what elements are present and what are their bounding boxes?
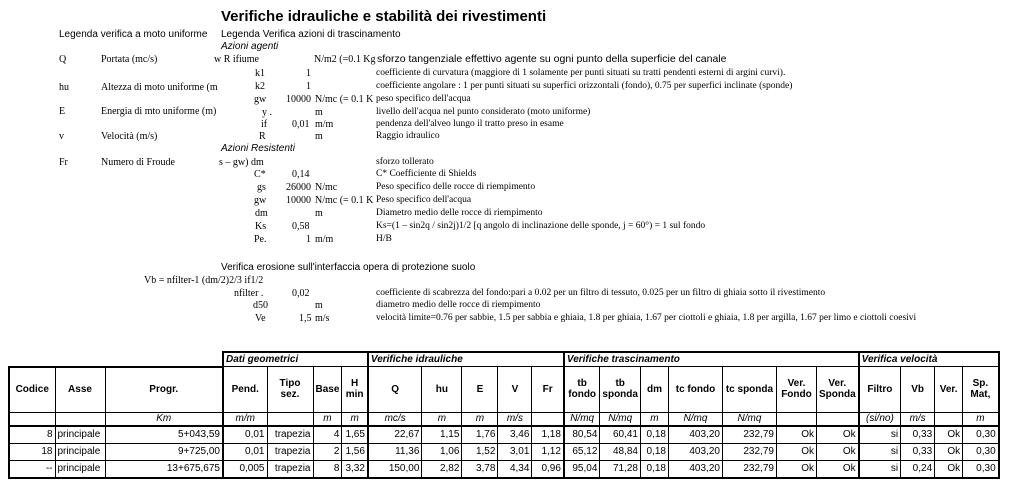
erosion-desc: velocità limite=0.76 per sabbie, 1.5 per sabbia e ghiaia, 1.8 per ghiaia, 1.67 per ciottoli e ghiaia, 1.8 per argilla, 1.67 per limo e ciottoli coesivi (376, 313, 917, 323)
resistenti-unit: N/mc (= 0.1 K (315, 195, 374, 206)
resistenti-sym: Pe. (254, 234, 267, 245)
cell-sp-mat: 0,30 (963, 426, 999, 444)
resistenti-desc: sforzo tollerato (376, 157, 434, 167)
resistenti-desc: C* Coefficiente di Shields (376, 169, 477, 179)
cell-codice: 8 (9, 426, 55, 444)
unit-cell: N/mq (600, 412, 641, 426)
group-verifiche-idrauliche: Verifiche idrauliche (368, 352, 564, 367)
header-cell: V (498, 367, 532, 413)
cell-tb-sponda: 71,28 (600, 460, 641, 478)
erosion-heading: Verifica erosione sull'interfaccia opera di protezione suolo (221, 262, 476, 273)
cell-ver: Ok (935, 426, 963, 444)
erosion-desc: coefficiente di scabrezza del fondo:pari a 0.02 per un filtro di tessuto, 0.025 per un filtro di ghiaia sotto il rivestimento (376, 288, 826, 298)
table-group-row (9, 352, 999, 367)
header-cell: Filtro (859, 367, 901, 413)
header-cell: Q (368, 367, 422, 413)
cell-filtro: si (859, 443, 901, 460)
cell-codice: -- (9, 460, 55, 478)
cell-ver: Ok (935, 443, 963, 460)
cell-fr: 1,18 (532, 426, 564, 444)
cell-asse: principale (55, 460, 105, 478)
header-cell: Asse (55, 367, 105, 413)
unit-cell: Km (105, 412, 223, 426)
agenti-sym: R (259, 131, 266, 142)
cell-filtro: si (859, 460, 901, 478)
cell-e: 3,78 (462, 460, 498, 478)
cell-tb-fondo: 65,12 (564, 443, 600, 460)
cell-tipo-sez: trapezia (267, 426, 313, 444)
erosion-val: 1,5 (299, 313, 312, 324)
cell-q: 150,00 (368, 460, 422, 478)
header-cell: Ver. (935, 367, 963, 413)
cell-tipo-sez: trapezia (267, 460, 313, 478)
resistenti-sym: gw (254, 195, 267, 206)
cell-tb-fondo: 80,54 (564, 426, 600, 444)
cell-hu: 1,15 (422, 426, 462, 444)
resistenti-val: 0,14 (292, 169, 310, 180)
resistenti-unit: m/m (315, 234, 334, 245)
agenti-unit: N/mc (= 0.1 K (315, 94, 374, 105)
unit-cell: m/s (901, 412, 935, 426)
cell-tb-fondo: 95,04 (564, 460, 600, 478)
unit-cell: m (462, 412, 498, 426)
page-title: Verifiche idrauliche e stabilità dei rivestimenti (221, 8, 547, 25)
unit-cell: (si/no) (859, 412, 901, 426)
resistenti-desc: H/B (376, 234, 392, 244)
agenti-sym: y . (262, 107, 272, 118)
agenti-sym: if (261, 119, 268, 130)
erosion-desc: diametro medio delle rocce di riempimento (376, 300, 541, 310)
resistenti-sym: s – gw) dm (219, 157, 264, 168)
resistenti-unit: m (315, 208, 323, 219)
resistenti-sym: gs (257, 182, 266, 193)
header-cell: tc fondo (668, 367, 722, 413)
unit-cell: mc/s (368, 412, 422, 426)
resistenti-unit: N/mc (315, 182, 338, 193)
legend-left-desc: Velocità (m/s) (101, 131, 158, 142)
legend-left-desc: Numero di Froude (101, 157, 175, 168)
header-cell: H min (342, 367, 368, 413)
erosion-val: 0,02 (292, 288, 310, 299)
cell-tb-sponda: 48,84 (600, 443, 641, 460)
header-cell: Vb (901, 367, 935, 413)
header-cell: dm (640, 367, 668, 413)
cell-tc-sponda: 232,79 (722, 426, 776, 444)
resistenti-val: 26000 (286, 182, 311, 193)
unit-cell: N/mq (668, 412, 722, 426)
cell-q: 22,67 (368, 426, 422, 444)
agenti-unit: m (315, 131, 323, 142)
cell-sp-mat: 0,30 (963, 460, 999, 478)
legend-left-sym: hu (59, 82, 69, 93)
resistenti-val: 10000 (286, 195, 311, 206)
header-cell: Pend. (223, 367, 267, 413)
cell-fr: 0,96 (532, 460, 564, 478)
erosion-unit: m (315, 300, 323, 311)
agenti-unit: N/m2 (=0.1 Kg (314, 54, 376, 65)
legend-right-heading: Legenda Verifica azioni di trascinamento (221, 29, 401, 40)
legend-left-sym: Fr (59, 157, 68, 168)
table-row (9, 426, 999, 444)
erosion-formula: Vb = nfilter-1 (dm/2)2/3 if1/2 (144, 275, 264, 286)
azioni-agenti-label: Azioni agenti (221, 41, 279, 52)
header-cell: Progr. (105, 367, 223, 413)
legend-left-desc: Altezza di moto uniforme (m (101, 82, 218, 93)
cell-dm: 0,18 (640, 460, 668, 478)
cell-ver: Ok (935, 460, 963, 478)
cell-pend: 0,01 (223, 443, 267, 460)
unit-cell: N/mq (722, 412, 776, 426)
agenti-desc: livello dell'acqua nel punto considerato (moto uniforme) (376, 107, 591, 117)
legend-left-sym: v (59, 131, 64, 142)
cell-h-min: 1,65 (342, 426, 368, 444)
legend-left-sym: Q (59, 54, 67, 65)
verification-table (8, 351, 1000, 479)
header-cell: tb sponda (600, 367, 641, 413)
header-cell: Sp. Mat, (963, 367, 999, 413)
erosion-sym: nfilter . (234, 288, 264, 299)
agenti-sym: k2 (255, 81, 265, 92)
table-header-row (9, 367, 999, 413)
agenti-desc: sforzo tangenziale effettivo agente su ogni punto della superficie del canale (377, 53, 727, 65)
resistenti-sym: Ks (255, 221, 267, 232)
resistenti-val: 1 (306, 234, 311, 245)
agenti-sym: gw (254, 94, 267, 105)
cell-ver-fondo: Ok (776, 443, 816, 460)
cell-vb: 0,33 (901, 426, 935, 444)
cell-base: 8 (313, 460, 342, 478)
group-verifiche-trascinamento: Verifiche trascinamento (564, 352, 859, 367)
erosion-sym: Ve (255, 313, 266, 324)
table-row (9, 460, 999, 478)
cell-tc-fondo: 403,20 (668, 443, 722, 460)
agenti-sym: w R ifiume (214, 54, 259, 65)
agenti-desc: coefficiente angolare : 1 per punti situati su superfici orizzontali (fondo), 0.75 per superfici inclinate (sponde) (376, 81, 793, 91)
header-cell: tc sponda (722, 367, 776, 413)
cell-e: 1,52 (462, 443, 498, 460)
group-verifica-velocita: Verifica velocità (859, 352, 999, 367)
unit-cell: m/s (498, 412, 532, 426)
cell-codice: 18 (9, 443, 55, 460)
cell-ver-sponda: Ok (816, 443, 858, 460)
header-cell: Tipo sez. (267, 367, 313, 413)
cell-dm: 0,18 (640, 426, 668, 444)
cell-v: 3,01 (498, 443, 532, 460)
cell-q: 11,36 (368, 443, 422, 460)
unit-cell: m (342, 412, 368, 426)
cell-vb: 0,33 (901, 443, 935, 460)
table-row (9, 443, 999, 460)
header-cell: Ver. Sponda (816, 367, 858, 413)
unit-cell (267, 412, 313, 426)
cell-hu: 1,06 (422, 443, 462, 460)
resistenti-desc: Diametro medio delle rocce di riempimento (376, 208, 543, 218)
unit-cell (532, 412, 564, 426)
legend-left-desc: Energia di mto uniforme (m) (101, 106, 217, 117)
unit-cell (935, 412, 963, 426)
legend-left-heading: Legenda verifica a moto uniforme (59, 29, 208, 40)
agenti-unit: m (315, 107, 323, 118)
agenti-desc: Raggio idraulico (376, 131, 440, 141)
agenti-val: 0,01 (292, 119, 310, 130)
cell-asse: principale (55, 443, 105, 460)
cell-ver-fondo: Ok (776, 460, 816, 478)
header-cell: Codice (9, 367, 55, 413)
azioni-resistenti-label: Azioni Resistenti (221, 143, 295, 154)
unit-cell: m (422, 412, 462, 426)
unit-cell: m/m (223, 412, 267, 426)
table-units-row (9, 412, 999, 426)
resistenti-desc: Ks=(1 – sin2q / sin2j)1/2 [q angolo di inclinazione delle sponde, j = 60°) = 1 sul fondo (376, 221, 706, 231)
cell-fr: 1,12 (532, 443, 564, 460)
legend-left-sym: E (59, 106, 66, 117)
cell-v: 3,46 (498, 426, 532, 444)
unit-cell: m (640, 412, 668, 426)
agenti-val: 10000 (286, 94, 311, 105)
resistenti-sym: C* (254, 169, 266, 180)
unit-cell: m (963, 412, 999, 426)
cell-h-min: 3,32 (342, 460, 368, 478)
cell-ver-fondo: Ok (776, 426, 816, 444)
agenti-sym: k1 (255, 68, 265, 79)
cell-filtro: si (859, 426, 901, 444)
unit-cell (9, 412, 55, 426)
legend-left-desc: Portata (mc/s) (101, 54, 158, 65)
cell-progr: 5+043,59 (105, 426, 223, 444)
cell-h-min: 1,56 (342, 443, 368, 460)
header-cell: Base (313, 367, 342, 413)
agenti-desc: peso specifico dell'acqua (376, 94, 471, 104)
cell-pend: 0,005 (223, 460, 267, 478)
header-cell: Fr (532, 367, 564, 413)
cell-base: 4 (313, 426, 342, 444)
cell-v: 4,34 (498, 460, 532, 478)
cell-ver-sponda: Ok (816, 460, 858, 478)
cell-sp-mat: 0,30 (963, 443, 999, 460)
erosion-unit: m/s (315, 313, 330, 324)
unit-cell (776, 412, 816, 426)
unit-cell: N/mq (564, 412, 600, 426)
cell-tc-fondo: 403,20 (668, 426, 722, 444)
resistenti-sym: dm (255, 208, 268, 219)
cell-progr: 13+675,675 (105, 460, 223, 478)
header-cell: Ver. Fondo (776, 367, 816, 413)
agenti-desc: pendenza dell'alveo lungo il tratto preso in esame (376, 119, 564, 129)
unit-cell (816, 412, 858, 426)
group-dati-geometrici: Dati geometrici (223, 352, 368, 367)
cell-ver-sponda: Ok (816, 426, 858, 444)
cell-e: 1,76 (462, 426, 498, 444)
cell-dm: 0,18 (640, 443, 668, 460)
cell-tc-fondo: 403,20 (668, 460, 722, 478)
header-cell: E (462, 367, 498, 413)
cell-tc-sponda: 232,79 (722, 443, 776, 460)
header-cell: hu (422, 367, 462, 413)
agenti-val: 1 (306, 68, 311, 79)
agenti-unit: m/m (315, 119, 334, 130)
unit-cell: m (313, 412, 342, 426)
cell-vb: 0,24 (901, 460, 935, 478)
resistenti-desc: Peso specifico dell'acqua (376, 195, 472, 205)
cell-pend: 0,01 (223, 426, 267, 444)
cell-tb-sponda: 60,41 (600, 426, 641, 444)
cell-tipo-sez: trapezia (267, 443, 313, 460)
resistenti-desc: Peso specifico delle rocce di riempimento (376, 182, 536, 192)
unit-cell (55, 412, 105, 426)
cell-hu: 2,82 (422, 460, 462, 478)
agenti-desc: coefficiente di curvatura (maggiore di 1 solamente per punti situati su tratti pendenti esterni di argini curvi). (376, 68, 786, 78)
cell-base: 2 (313, 443, 342, 460)
agenti-val: 1 (306, 81, 311, 92)
cell-asse: principale (55, 426, 105, 444)
cell-progr: 9+725,00 (105, 443, 223, 460)
resistenti-val: 0,58 (292, 221, 310, 232)
cell-tc-sponda: 232,79 (722, 460, 776, 478)
header-cell: tb fondo (564, 367, 600, 413)
erosion-sym: d50 (253, 300, 268, 311)
